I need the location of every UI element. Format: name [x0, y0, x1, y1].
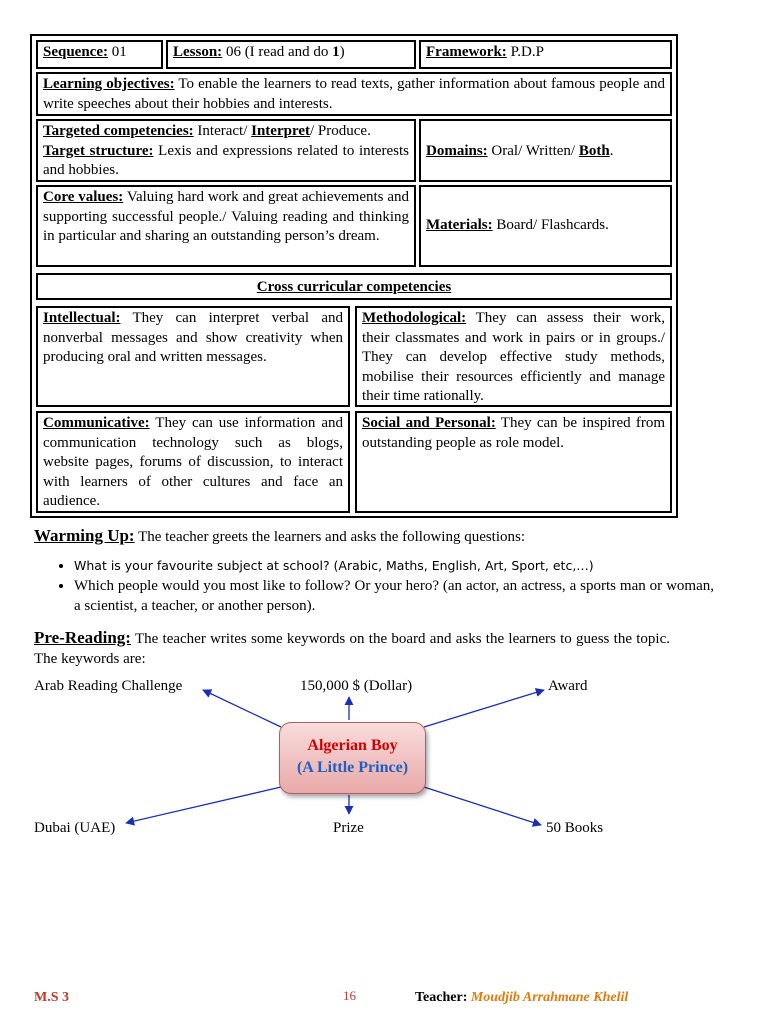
sequence-label: Sequence:: [43, 44, 108, 60]
competencies-label: Targeted competencies:: [43, 123, 194, 139]
domains-label: Domains:: [426, 143, 488, 159]
mindmap-center-topic: [279, 722, 426, 794]
methodological-text: They can assess their work, their classmates and work in pairs or in groups./ They can develop effective study methods, mobilise their resources efficiently and manage their time rationally.: [362, 310, 665, 404]
keyword-50-books: 50 Books: [546, 820, 604, 836]
social-label: Social and Personal:: [362, 415, 496, 431]
lesson-value-end: ): [339, 44, 345, 60]
question-2-text: Which people would you most like to follow? Or your hero? (an actor, an actress, a sports man or woman, a scientist, a teacher, or another person).: [74, 578, 714, 614]
center-topic-line1: Algerian Boy: [307, 737, 398, 754]
warming-up-heading: Warming Up:: [34, 526, 135, 545]
core-values-label: Core values:: [43, 189, 124, 205]
question-2: [74, 576, 714, 616]
cross-curricular-title-cell: [36, 273, 672, 300]
arrow-top-left: [203, 690, 281, 727]
competencies-c: / Produce.: [310, 123, 371, 139]
lesson-number: 1: [332, 44, 340, 60]
communicative-text: They can use information and communication technology such as blogs, website pages, forums of discussion, to interact with learners of other cultures and face an audience.: [43, 415, 343, 509]
question-1-text: What is your favourite subject at school? (Arabic, Maths, English, Art, Sport, etc,…): [74, 558, 594, 573]
objectives-label: Learning objectives:: [43, 76, 175, 92]
structure-text: Lexis and expressions related to interests and hobbies.: [43, 142, 409, 178]
domains-c: .: [609, 143, 614, 159]
arrow-bottom-left: [126, 787, 281, 823]
methodological-label: Methodological:: [362, 310, 467, 326]
sequence-cell: [36, 40, 163, 69]
lesson-label: Lesson:: [173, 44, 223, 60]
intellectual-text: They can interpret verbal and nonverbal messages and show creativity when producing oral and written messages.: [43, 310, 343, 365]
framework-cell: [419, 40, 672, 69]
domains-a: Oral/ Written/: [487, 143, 579, 159]
lesson-value: 06 (I read and do: [222, 44, 333, 60]
objectives-cell: [36, 72, 672, 116]
teacher-label: Teacher:: [415, 990, 468, 1005]
lesson-cell: [166, 40, 416, 69]
footer-page-number: 16: [343, 988, 356, 1003]
keyword-prize: Prize: [333, 820, 364, 836]
keyword-award: Award: [548, 678, 588, 694]
keyword-dubai: Dubai (UAE): [34, 820, 116, 836]
objectives-text: To enable the learners to read texts, gather information about famous people and write speeches about their hobbies and interests.: [43, 76, 665, 112]
arrow-bottom-right: [424, 787, 541, 825]
intellectual-label: Intellectual:: [43, 310, 121, 326]
communicative-label: Communicative:: [43, 415, 150, 431]
framework-label: Framework:: [426, 44, 507, 60]
structure-label: Target structure:: [43, 142, 154, 159]
warming-up-intro: The teacher greets the learners and asks the following questions:: [134, 529, 526, 545]
warming-up-questions: [34, 556, 714, 616]
cross-curricular-title: Cross curricular competencies: [256, 279, 452, 295]
intellectual-cell: [36, 306, 350, 407]
core-values-cell: [36, 185, 416, 267]
methodological-cell: [355, 306, 672, 407]
communicative-cell: [36, 411, 350, 513]
competencies-a: Interact/: [193, 123, 252, 139]
lesson-table: [30, 34, 678, 518]
social-cell: [355, 411, 672, 513]
arrow-top-right: [424, 690, 544, 727]
pre-reading-intro: The teacher writes some keywords on the board and asks the learners to guess the topic. The keywords are:: [34, 631, 670, 667]
teacher-name: Moudjib Arrahmane Khelil: [467, 990, 629, 1005]
pre-reading-heading: Pre-Reading:: [34, 628, 131, 647]
keyword-arab-reading-challenge: Arab Reading Challenge: [34, 678, 183, 694]
warming-up-section: [34, 526, 674, 547]
sequence-value: 01: [108, 44, 127, 60]
center-topic-line2: (A Little Prince): [296, 759, 409, 776]
competencies-cell: [36, 119, 416, 182]
pre-reading-section: [34, 628, 670, 669]
materials-text: Board/ Flashcards.: [492, 217, 609, 233]
materials-cell: [419, 185, 672, 267]
framework-value: P.D.P: [506, 44, 544, 60]
materials-label: Materials:: [426, 217, 493, 233]
core-values-text: Valuing hard work and great achievements and supporting successful people./ Valuing reading and thinking in particular and sharing an outstanding person’s dream.: [43, 189, 409, 244]
keyword-dollar: 150,000 $ (Dollar): [300, 678, 413, 694]
social-text: They can be inspired from outstanding people as role model.: [362, 415, 665, 451]
domains-cell: [419, 119, 672, 182]
footer-level: M.S 3: [34, 990, 69, 1005]
domains-b: Both: [578, 143, 610, 159]
competencies-b: Interpret: [251, 123, 310, 139]
question-1: [74, 556, 714, 576]
footer-teacher: [415, 988, 628, 1008]
